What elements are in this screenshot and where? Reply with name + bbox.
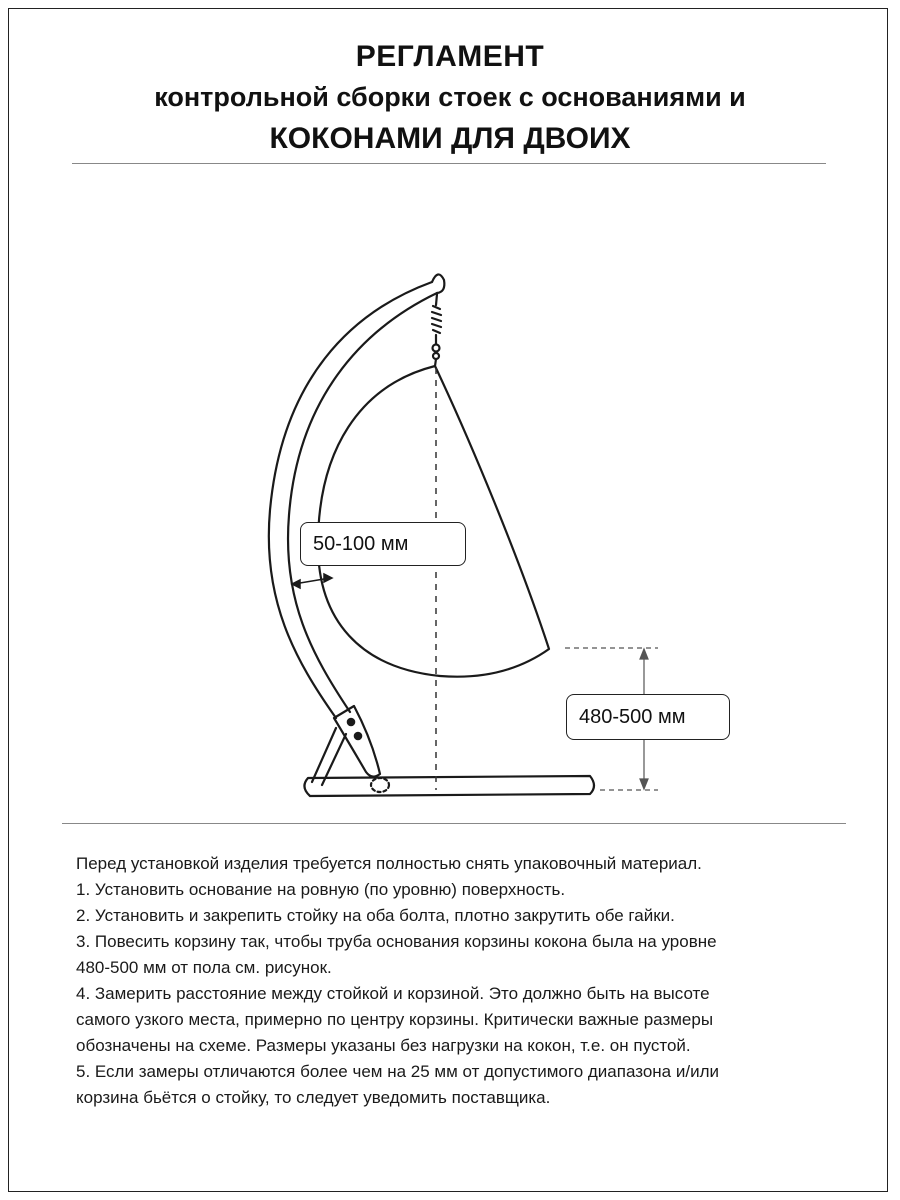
instruction-line: самого узкого места, примерно по центру корзины. Критически важные размеры: [76, 1010, 714, 1029]
height-measurement-label: 480-500 мм: [566, 694, 730, 740]
gap-arrow-head-right: [324, 574, 332, 582]
gap-measurement-label: 50-100 мм: [300, 522, 466, 566]
bolt-2: [355, 733, 361, 739]
instruction-line: 5. Если замеры отличаются более чем на 25 мм от допустимого диапазона и/или: [76, 1062, 719, 1081]
bolt-1: [348, 719, 354, 725]
instruction-line: 4. Замерить расстояние между стойкой и корзиной. Это должно быть на высоте: [76, 984, 710, 1003]
section-divider: [62, 823, 846, 824]
stand-top-cap: [432, 274, 444, 293]
height-arrow-head-top: [640, 649, 648, 659]
instruction-line: Перед установкой изделия требуется полностью снять упаковочный материал.: [76, 854, 702, 873]
stand-outer-edge: [269, 282, 432, 718]
base-tube: [304, 776, 594, 796]
support-strut: [312, 728, 336, 782]
mount-bracket: [334, 706, 380, 777]
title-subtitle-2: КОКОНАМИ ДЛЯ ДВОИХ: [269, 122, 631, 155]
height-arrow-head-bottom: [640, 779, 648, 789]
instruction-line: 2. Установить и закрепить стойку на оба болта, плотно закрутить обе гайки.: [76, 906, 675, 925]
title-main: РЕГЛАМЕНТ: [355, 40, 545, 73]
hanging-chain: [432, 294, 441, 344]
instruction-line: 3. Повесить корзину так, чтобы труба основания корзины кокона была на уровне: [76, 932, 717, 951]
title-subtitle: контрольной сборки стоек с основаниями и: [154, 82, 746, 112]
instruction-line: корзина бьётся о стойку, то следует уведомить поставщика.: [76, 1088, 551, 1107]
instructions-text: [76, 851, 856, 1111]
instruction-line: обозначены на схеме. Размеры указаны без нагрузки на кокон, т.е. он пустой.: [76, 1036, 691, 1055]
chain-link-1: [433, 345, 440, 352]
bracket-base-marker: [371, 778, 389, 792]
instruction-line: 1. Установить основание на ровную (по уровню) поверхность.: [76, 880, 566, 899]
instruction-line: 480-500 мм от пола см. рисунок.: [76, 958, 332, 977]
